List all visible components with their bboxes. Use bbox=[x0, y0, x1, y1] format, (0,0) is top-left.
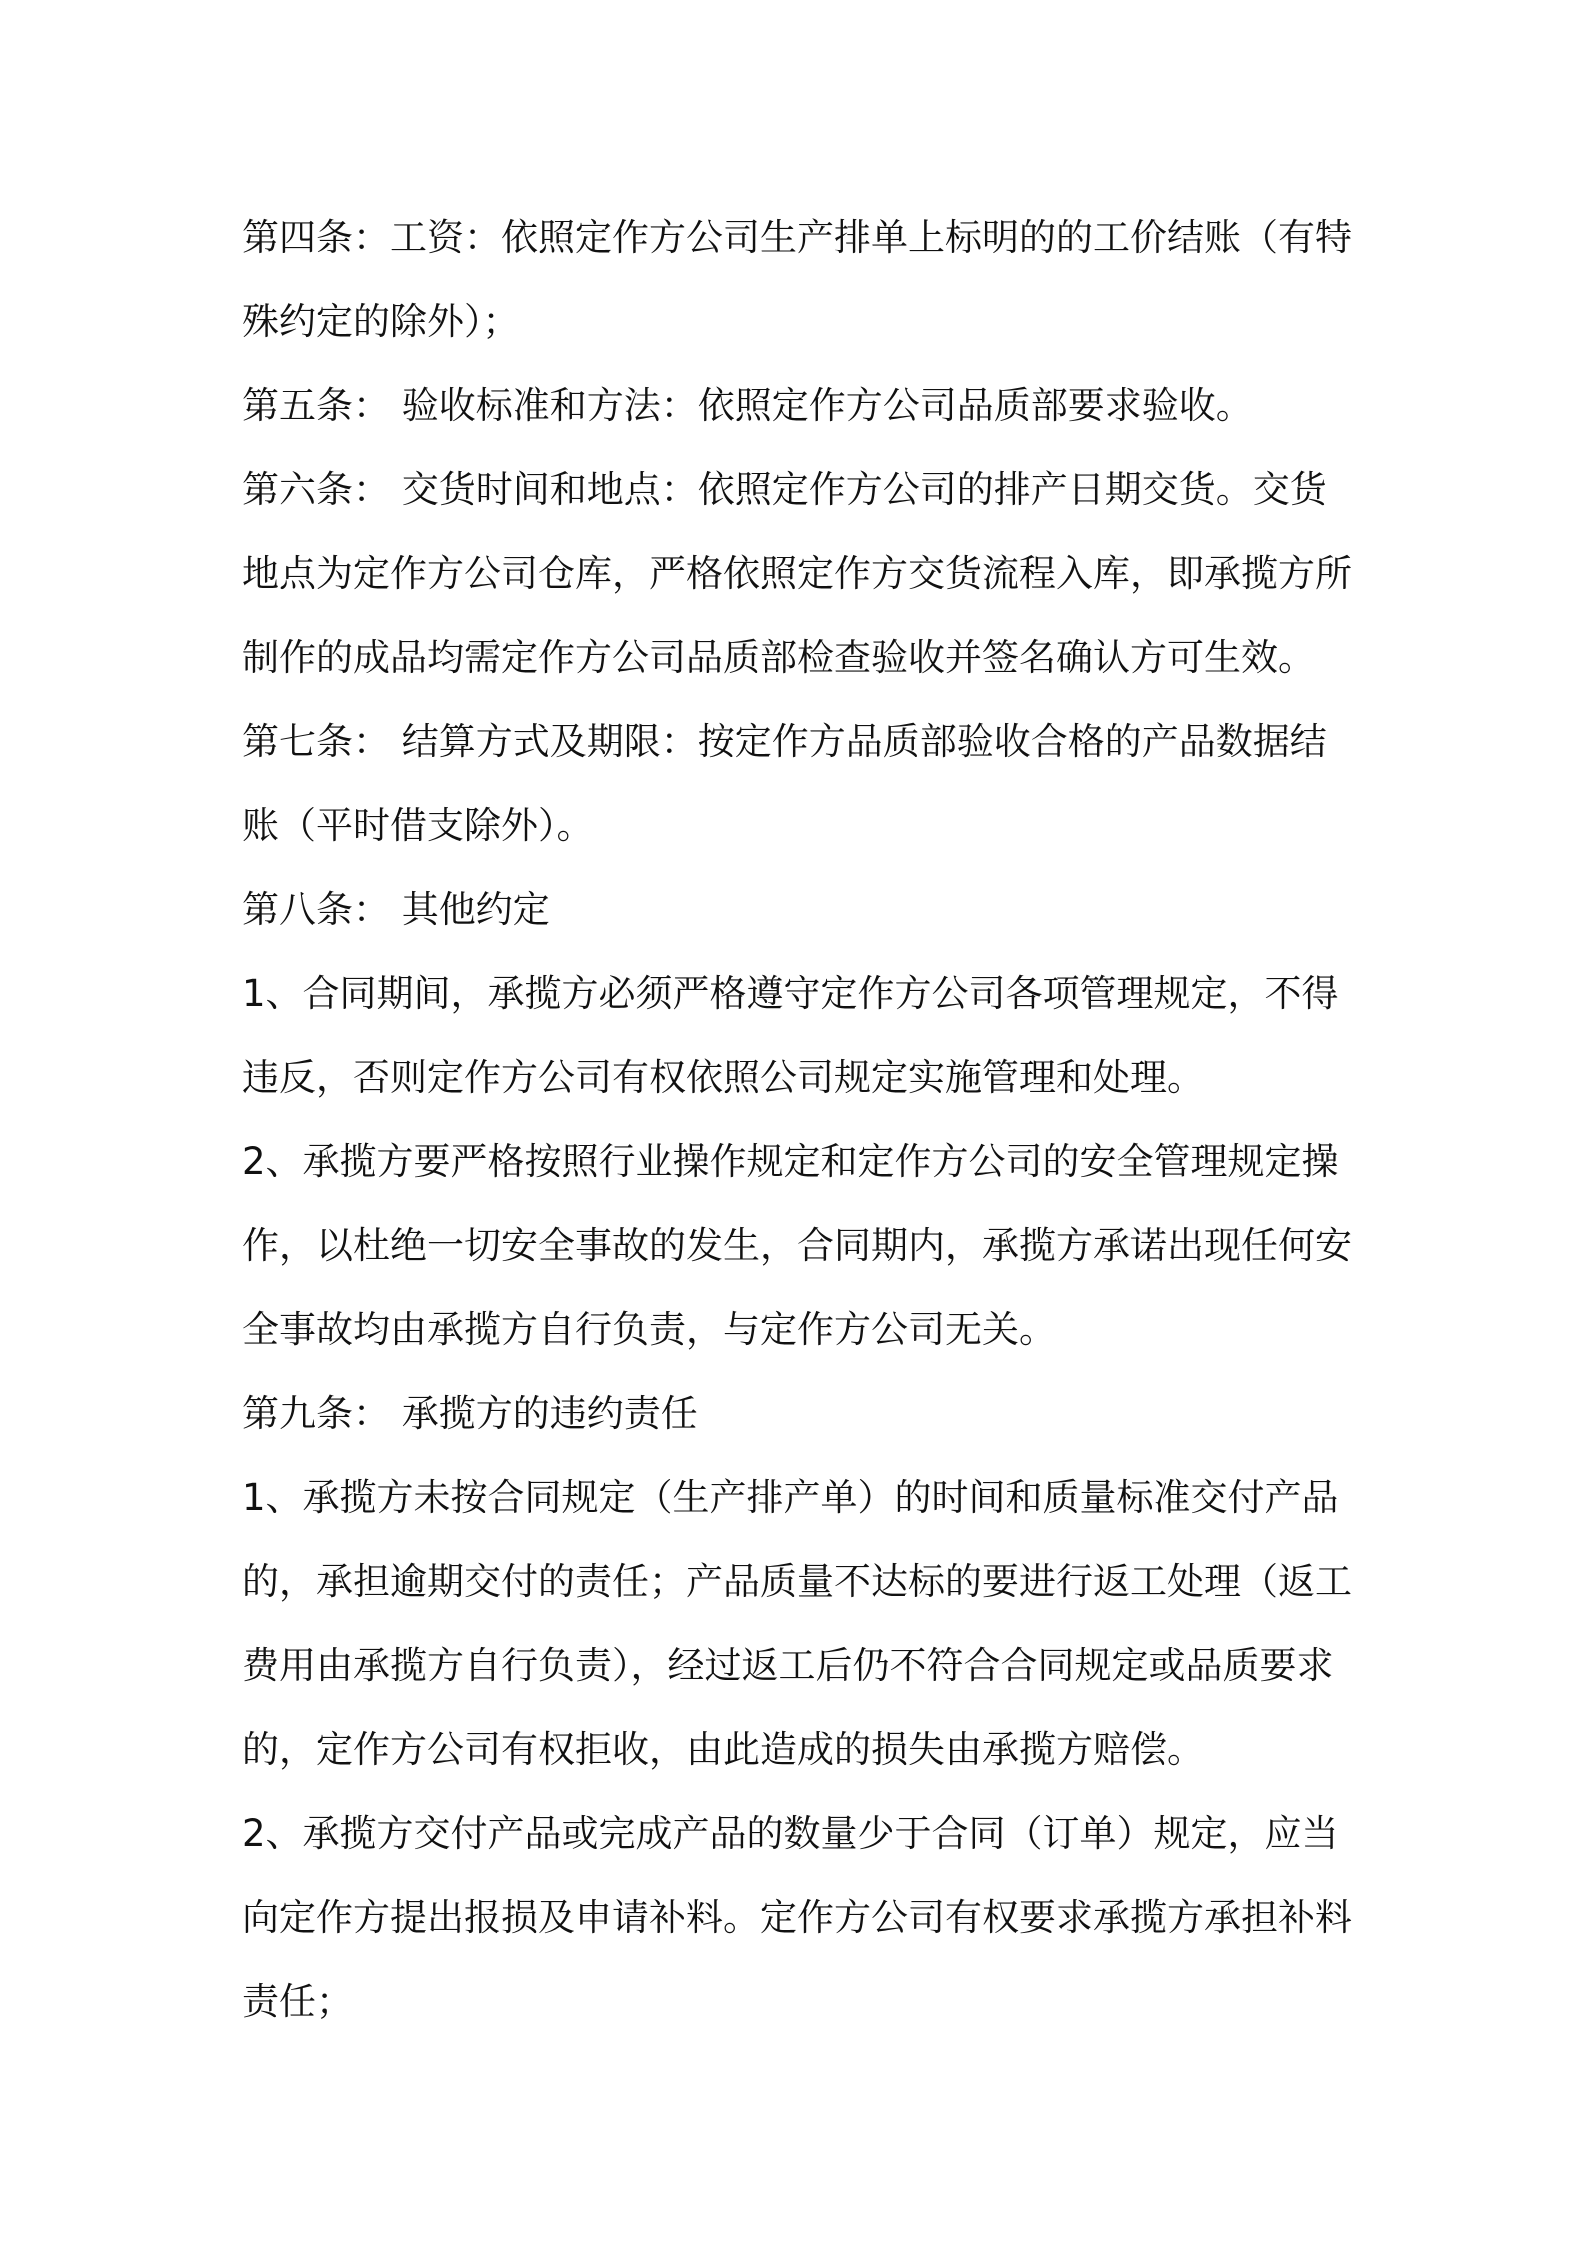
text-line-item-1: 1、合同期间，承揽方必须严格遵守定作方公司各项管理规定，不得 bbox=[242, 972, 1339, 1015]
text-line-article-5-acceptance: 第五条： 验收标准和方法：依照定作方公司品质部要求验收。 bbox=[242, 384, 1253, 427]
text-line-item-2: 2、承揽方交付产品或完成产品的数量少于合同（订单）规定，应当 bbox=[242, 1812, 1339, 1855]
text-line-article-6-delivery: 第六条： 交货时间和地点：依照定作方公司的排产日期交货。交货 bbox=[242, 468, 1327, 511]
text-line: 作，以杜绝一切安全事故的发生，合同期内，承揽方承诺出现任何安 bbox=[242, 1224, 1352, 1267]
text-line: 的，定作方公司有权拒收，由此造成的损失由承揽方赔偿。 bbox=[242, 1728, 1204, 1771]
text-line-article-8-other: 第八条： 其他约定 bbox=[242, 888, 550, 931]
text-line: 违反，否则定作方公司有权依照公司规定实施管理和处理。 bbox=[242, 1056, 1204, 1099]
text-line-item-1: 1、承揽方未按合同规定（生产排产单）的时间和质量标准交付产品 bbox=[242, 1476, 1339, 1519]
text-line: 制作的成品均需定作方公司品质部检查验收并签名确认方可生效。 bbox=[242, 636, 1315, 679]
text-line: 责任； bbox=[242, 1980, 353, 2023]
text-line: 地点为定作方公司仓库，严格依照定作方交货流程入库，即承揽方所 bbox=[242, 552, 1352, 595]
text-line: 全事故均由承揽方自行负责，与定作方公司无关。 bbox=[242, 1308, 1056, 1351]
text-line: 向定作方提出报损及申请补料。定作方公司有权要求承揽方承担补料 bbox=[242, 1896, 1352, 1939]
text-line-article-7-settlement: 第七条： 结算方式及期限：按定作方品质部验收合格的产品数据结 bbox=[242, 720, 1327, 763]
text-line-item-2: 2、承揽方要严格按照行业操作规定和定作方公司的安全管理规定操 bbox=[242, 1140, 1339, 1183]
contract-text-body bbox=[242, 196, 1357, 2044]
text-line: 殊约定的除外）； bbox=[242, 300, 520, 343]
text-line: 费用由承揽方自行负责），经过返工后仍不符合合同规定或品质要求 bbox=[242, 1644, 1334, 1687]
text-line-article-9-liability: 第九条： 承揽方的违约责任 bbox=[242, 1392, 698, 1435]
text-line: 的，承担逾期交付的责任；产品质量不达标的要进行返工处理（返工 bbox=[242, 1560, 1352, 1603]
text-line: 账（平时借支除外）。 bbox=[242, 804, 594, 847]
text-line-article-4-wages: 第四条：工资：依照定作方公司生产排单上标明的的工价结账（有特 bbox=[242, 216, 1352, 259]
